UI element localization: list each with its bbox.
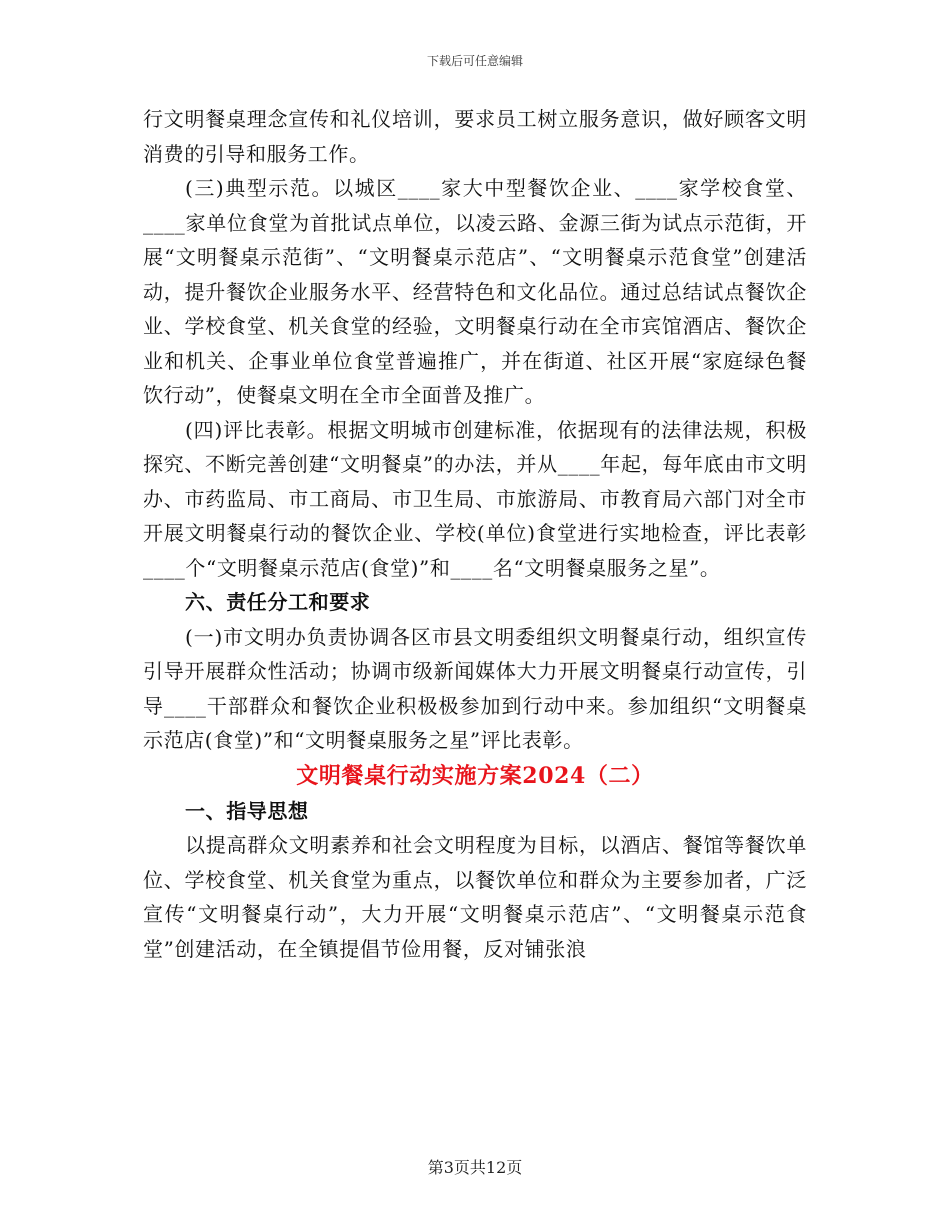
paragraph-continuation: 行文明餐桌理念宣传和礼仪培训，要求员工树立服务意识，做好顾客文明消费的引导和服务工作。 (143, 107, 807, 166)
section-heading-responsibilities: 六、责任分工和要求 (185, 590, 371, 614)
document-body (143, 102, 807, 966)
paragraph-commendation: (四)评比表彰。根据文明城市创建标准，依据现有的法律法规，积极探究、不断完善创建“文明餐桌”的办法，并从____年起，每年底由市文明办、市药监局、市工商局、市卫生局、市旅游局、市教育局六部门对全市开展文明餐桌行动的餐饮企业、学校(单位)食堂进行实地检查，评比表彰____个“文明餐桌示范店(食堂)”和____名“文明餐桌服务之星”。 (143, 417, 807, 580)
section-heading-guiding-ideology: 一、指导思想 (185, 798, 309, 823)
document-title: 文明餐桌行动实施方案2024（二） (296, 762, 654, 789)
paragraph-typical-demonstration: (三)典型示范。以城区____家大中型餐饮企业、____家学校食堂、____家单位食堂为首批试点单位，以凌云路、金源三街为试点示范街，开展“文明餐桌示范街”、“文明餐桌示范店”、“文明餐桌示范食堂”创建活动，提升餐饮企业服务水平、经营特色和文化品位。通过总结试点餐饮企业、学校食堂、机关食堂的经验，文明餐桌行动在全市宾馆酒店、餐饮企业和机关、企事业单位食堂普遍推广，并在街道、社区开展“家庭绿色餐饮行动”，使餐桌文明在全市全面普及推广。 (143, 176, 807, 407)
paragraph-guiding-ideology: 以提高群众文明素养和社会文明程度为目标，以酒店、餐馆等餐饮单位、学校食堂、机关食堂为重点，以餐饮单位和群众为主要参加者，广泛宣传“文明餐桌行动”，大力开展“文明餐桌示范店”、“文明餐桌示范食堂”创建活动，在全镇提倡节俭用餐，反对铺张浪 (143, 833, 807, 961)
paragraph-civilization-office: (一)市文明办负责协调各区市县文明委组织文明餐桌行动，组织宣传引导开展群众性活动；协调市级新闻媒体大力开展文明餐桌行动宣传，引导____干部群众和餐饮企业积极极参加到行动中来。参加组织“文明餐桌示范店(食堂)”和“文明餐桌服务之星”评比表彰。 (143, 624, 807, 752)
page-footer: 第3页共12页 (427, 1158, 523, 1177)
page-header: 下载后可任意编辑 (426, 54, 523, 68)
